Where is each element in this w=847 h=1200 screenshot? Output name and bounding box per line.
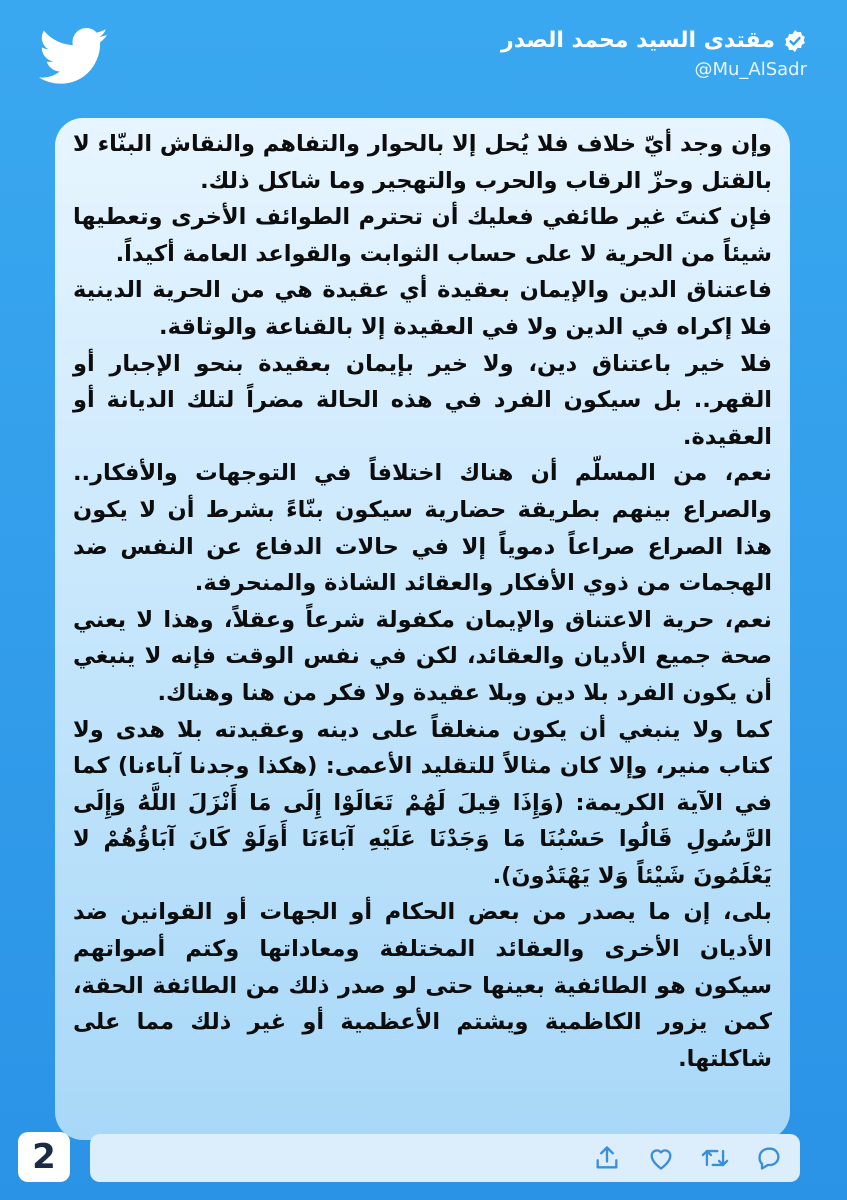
tweet-paragraph: وإن وجد أيّ خلاف فلا يُحل إلا بالحوار والتفاهم والنقاش البنّاء لا بالقتل وحزّ الرقاب والحرب والتهجير وما شاكل ذلك. bbox=[73, 131, 772, 194]
tweet-card bbox=[55, 118, 790, 1140]
tweet-paragraph: فاعتناق الدين والإيمان بعقيدة أي عقيدة هي من الحرية الدينية فلا إكراه في الدين ولا في العقيدة إلا بالقناعة والوثاقة. bbox=[73, 277, 772, 340]
share-button[interactable] bbox=[590, 1141, 624, 1175]
tweet-paragraph: كما ولا ينبغي أن يكون منغلقاً على دينه وعقيدته بلا هدى ولا كتاب منير، وإلا كان مثالاً للتقليد الأعمى: (هكذا وجدنا آباءنا) كما في الآية الكريمة: (وَإِذَا قِيلَ لَهُمْ تَعَالَوْا إِلَى مَا أَنْزَلَ اللَّهُ وَإِلَى الرَّسُولِ قَالُوا حَسْبُنَا مَا وَجَدْنَا عَلَيْهِ آبَاءَنَا أَوَلَوْ كَانَ آبَاؤُهُمْ لا يَعْلَمُونَ شَيْئاً وَلا يَهْتَدُونَ). bbox=[73, 716, 772, 889]
author-name[interactable]: مقتدى السيد محمد الصدر bbox=[501, 28, 775, 53]
tweet-paragraph: نعم، من المسلّم أن هناك اختلافاً في التوجهات والأفكار.. والصراع بينهم بطريقة حضارية سيكون بنّاءً بشرط أن لا يكون هذا الصراع صراعاً دموياً إلا في حالات الدفاع عن النفس ضد الهجمات من ذوي الأفكار والعقائد الشاذة والمنحرفة. bbox=[73, 460, 772, 597]
reply-icon bbox=[755, 1144, 783, 1172]
tweet-header bbox=[0, 22, 847, 92]
retweet-icon bbox=[700, 1144, 730, 1172]
page-number-badge bbox=[18, 1132, 70, 1182]
tweet-paragraph: فإن كنتَ غير طائفي فعليك أن تحترم الطوائف الأخرى وتعطيها شيئاً من الحرية لا على حساب الثوابت والقواعد العامة أكيداً. bbox=[73, 204, 772, 267]
twitter-bird-icon bbox=[38, 28, 110, 86]
author-handle[interactable]: @Mu_AlSadr bbox=[694, 59, 807, 80]
author-block bbox=[501, 28, 807, 80]
retweet-button[interactable] bbox=[698, 1141, 732, 1175]
tweet-paragraph: نعم، حرية الاعتناق والإيمان مكفولة شرعاً وعقلاً، وهذا لا يعني صحة جميع الأديان والعقائد، لكن في نفس الوقت فإنه لا ينبغي أن يكون الفرد بلا دين وبلا عقيدة ولا فكر من هنا وهناك. bbox=[73, 606, 772, 706]
verified-badge-icon bbox=[783, 29, 807, 53]
like-button[interactable] bbox=[644, 1141, 678, 1175]
tweet-paragraph: بلى، إن ما يصدر من بعض الحكام أو الجهات أو القوانين ضد الأديان الأخرى والعقائد المختلفة ومعاداتها وكتم أصواتهم سيكون هو الطائفية بعينها حتى لو صدر ذلك من الطائفة الحقة، كمن يزور الكاظمية ويشتم الأعظمية أو غير ذلك مما على شاكلتها. bbox=[73, 899, 772, 1072]
like-icon bbox=[647, 1144, 675, 1172]
reply-button[interactable] bbox=[752, 1141, 786, 1175]
tweet-paragraph: فلا خير باعتناق دين، ولا خير بإيمان بعقيدة بنحو الإجبار أو القهر.. بل سيكون الفرد في هذه الحالة مضراً لتلك الديانة أو العقيدة. bbox=[73, 350, 772, 450]
share-icon bbox=[593, 1144, 621, 1172]
page-number: 2 bbox=[32, 1137, 56, 1177]
tweet-text bbox=[73, 126, 772, 1077]
tweet-action-bar bbox=[90, 1134, 800, 1182]
